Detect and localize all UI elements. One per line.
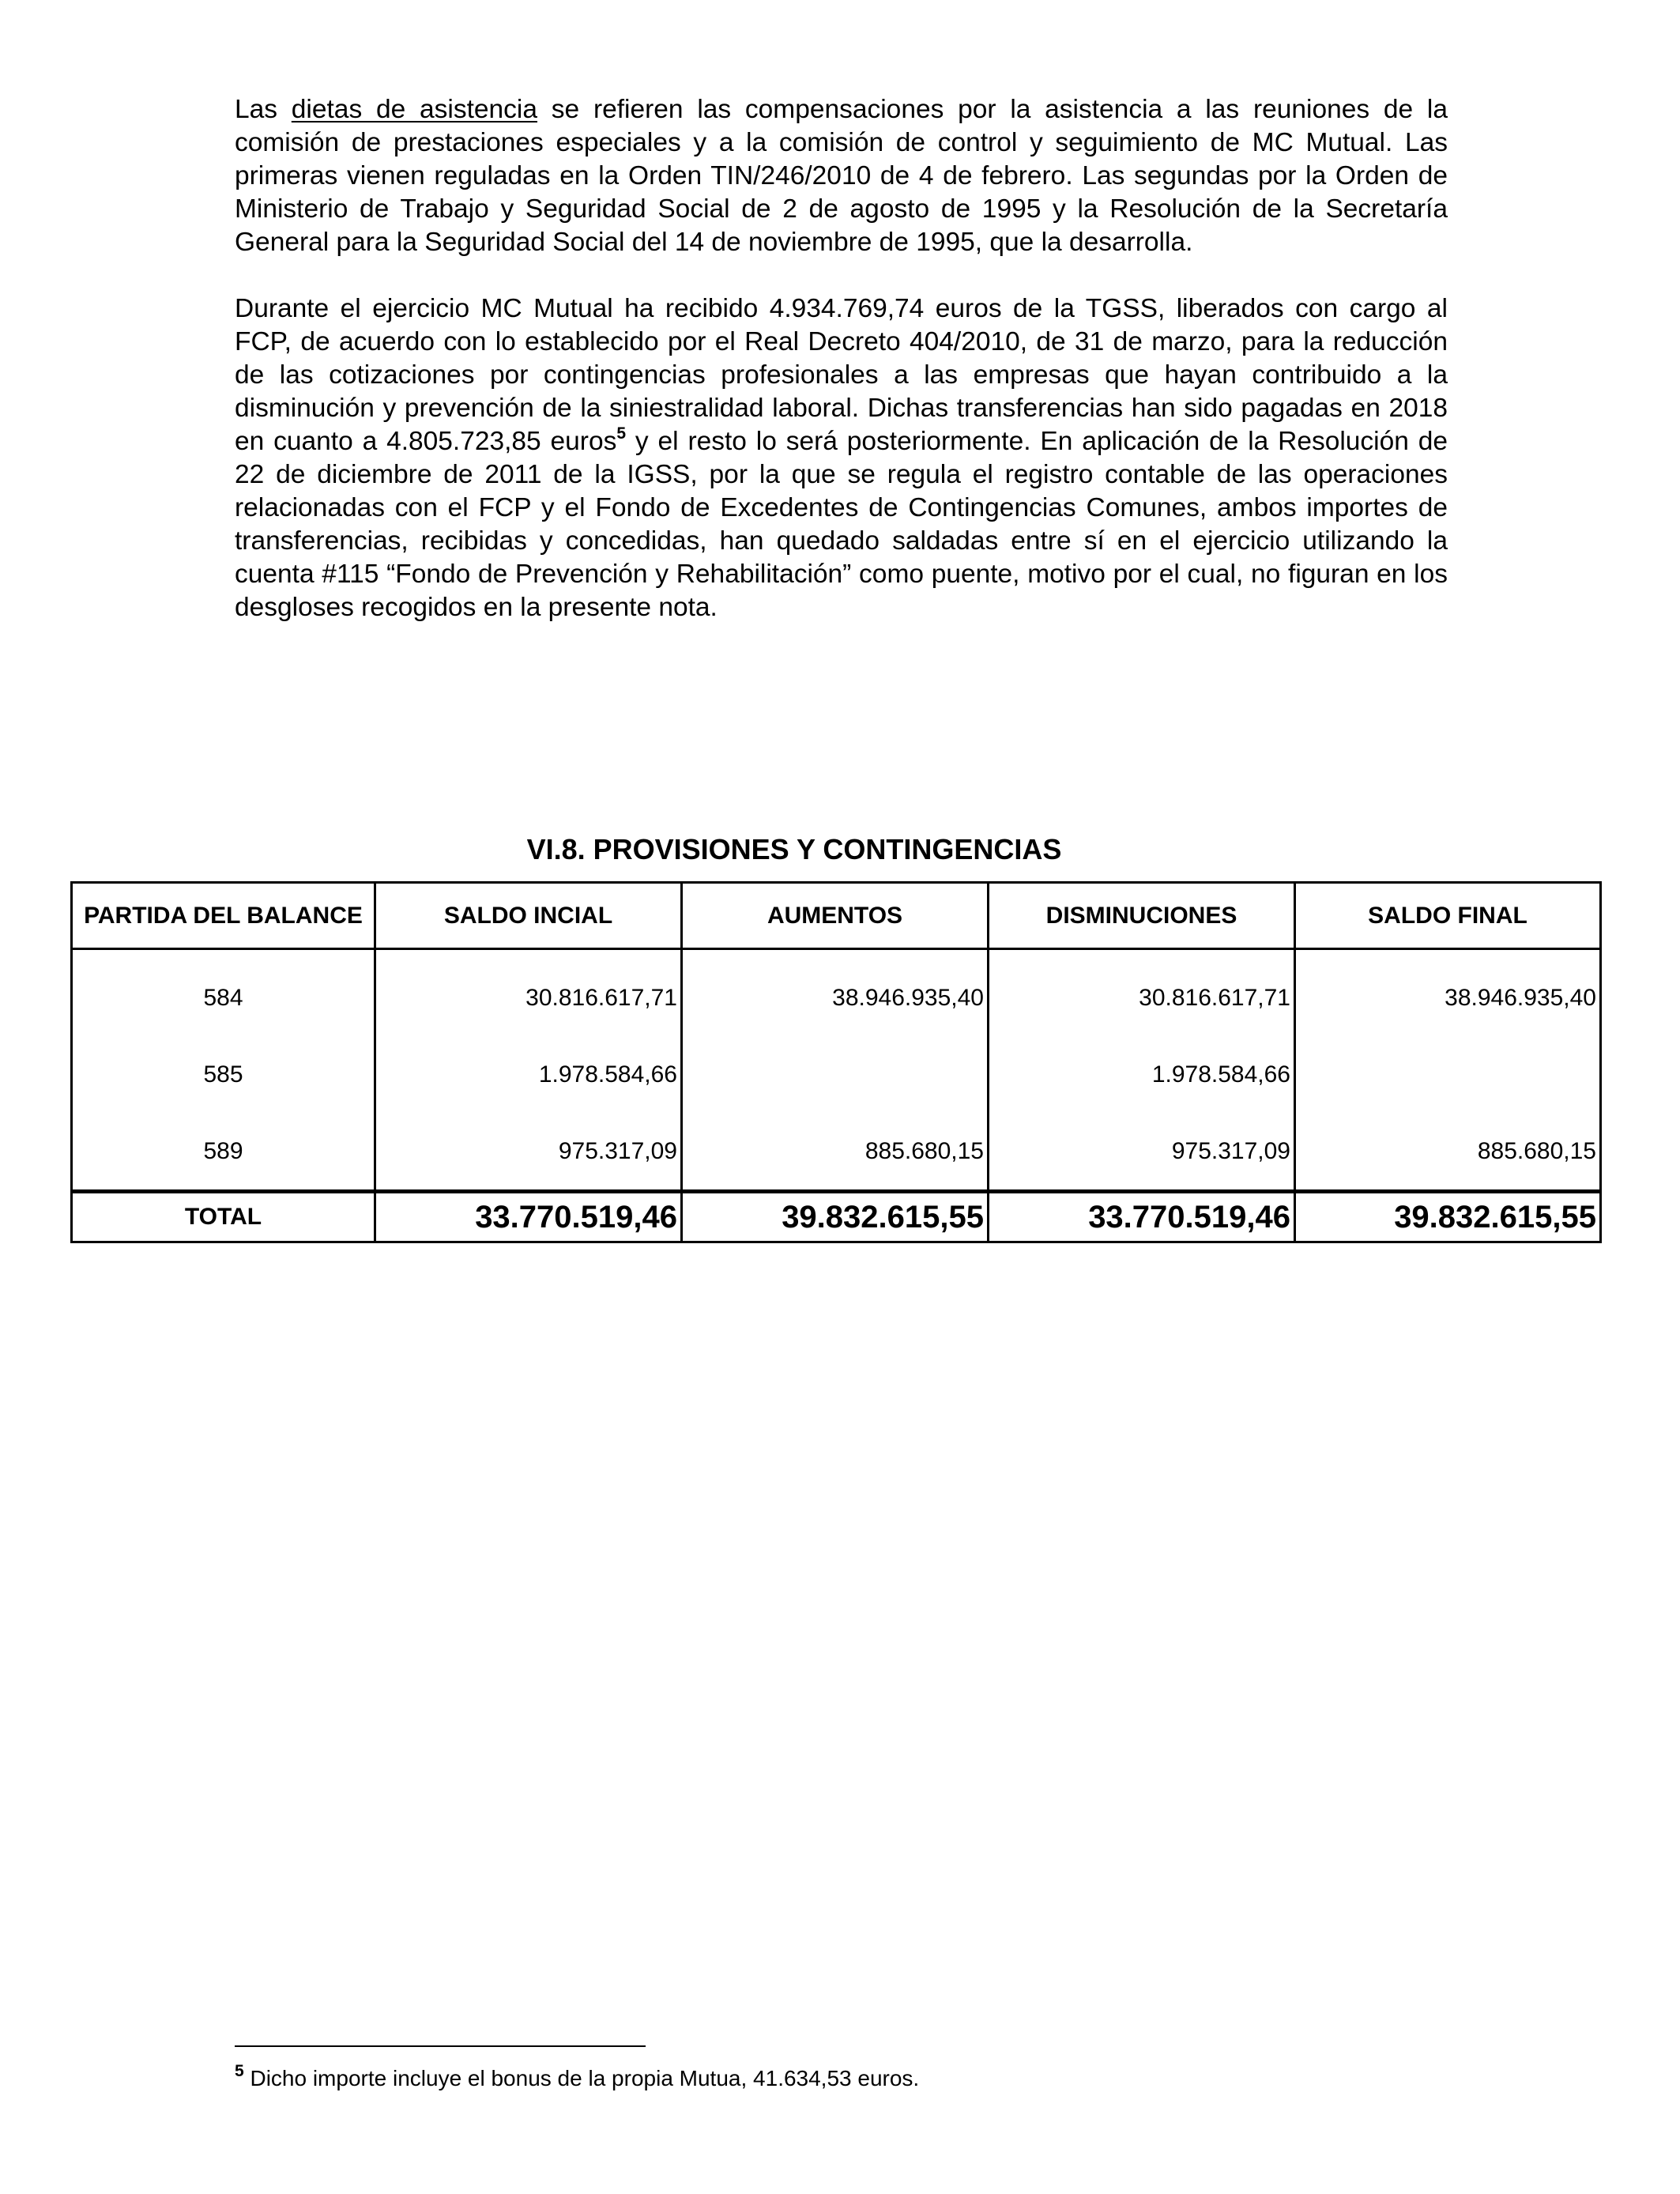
header-aumentos: AUMENTOS bbox=[682, 883, 989, 949]
cell-disminuciones: 30.816.617,71 bbox=[989, 949, 1295, 1037]
cell-partida: 585 bbox=[72, 1036, 375, 1113]
paragraph-rest: se refieren las compensaciones por la asistencia a las reuniones de la comisión de prestaciones especiales y a la comisión de control y seguimiento de MC Mutual. Las primeras vienen reguladas en la Orden TIN/246/2010 de 4 de febrero. Las segundas por la Orden de Ministerio de Trabajo y Seguridad Social de 2 de agosto de 1995 y la Resolución de la Secretaría General para la Seguridad Social del 14 de noviembre de 1995, que la desarrolla. bbox=[235, 95, 1448, 257]
cell-saldo-inicial: 1.978.584,66 bbox=[375, 1036, 682, 1113]
total-aumentos: 39.832.615,55 bbox=[682, 1193, 989, 1242]
footnote-text: Dicho importe incluye el bonus de la propia Mutua, 41.634,53 euros. bbox=[243, 2066, 920, 2090]
section-title: VI.8. PROVISIONES Y CONTINGENCIAS bbox=[526, 833, 1062, 865]
total-label: TOTAL bbox=[72, 1193, 375, 1242]
footnote-marker: 5 bbox=[235, 2062, 244, 2080]
cell-aumentos bbox=[682, 1036, 989, 1113]
header-saldo-final: SALDO FINAL bbox=[1295, 883, 1601, 949]
cell-saldo-final: 38.946.935,40 bbox=[1295, 949, 1601, 1037]
cell-saldo-final: 885.680,15 bbox=[1295, 1113, 1601, 1191]
table-header-row bbox=[72, 883, 1601, 949]
paragraph-text-before-note: Durante el ejercicio MC Mutual ha recibido 4.934.769,74 euros de la TGSS, liberados con cargo al FCP, de acuerdo con lo establecido por el Real Decreto 404/2010, de 31 de marzo, para la reducción de las cotizaciones por contingencias profesionales a las empresas que hayan contribuido a la disminución y prevención de la siniestralidad laboral. Dichas transferencias han sido pagadas en 2018 en cuanto a 4.805.723,85 euros bbox=[235, 294, 1448, 456]
paragraph-lead: Las bbox=[235, 95, 292, 124]
cell-partida: 589 bbox=[72, 1113, 375, 1191]
header-disminuciones: DISMINUCIONES bbox=[989, 883, 1295, 949]
cell-aumentos: 885.680,15 bbox=[682, 1113, 989, 1191]
cell-disminuciones: 1.978.584,66 bbox=[989, 1036, 1295, 1113]
table-row bbox=[72, 1036, 1601, 1113]
cell-partida: 584 bbox=[72, 949, 375, 1037]
header-saldo-inicial: SALDO INCIAL bbox=[375, 883, 682, 949]
footnote-divider bbox=[235, 2045, 646, 2047]
cell-aumentos: 38.946.935,40 bbox=[682, 949, 989, 1037]
footnote-reference: 5 bbox=[616, 424, 627, 443]
total-saldo-inicial: 33.770.519,46 bbox=[375, 1193, 682, 1242]
cell-disminuciones: 975.317,09 bbox=[989, 1113, 1295, 1191]
cell-saldo-final bbox=[1295, 1036, 1601, 1113]
provisions-table bbox=[70, 881, 1602, 1192]
underlined-term: dietas de asistencia bbox=[291, 95, 537, 124]
total-saldo-final: 39.832.615,55 bbox=[1295, 1193, 1601, 1242]
paragraph-dietas bbox=[235, 93, 1448, 259]
footnote bbox=[235, 2064, 919, 2093]
totals-table bbox=[70, 1191, 1602, 1243]
paragraph-fcp bbox=[235, 292, 1448, 624]
table-row bbox=[72, 1113, 1601, 1191]
cell-saldo-inicial: 30.816.617,71 bbox=[375, 949, 682, 1037]
total-disminuciones: 33.770.519,46 bbox=[989, 1193, 1295, 1242]
header-partida: PARTIDA DEL BALANCE bbox=[72, 883, 375, 949]
paragraph-text-after-note: y el resto lo será posteriormente. En aplicación de la Resolución de 22 de diciembre de 2011 de la IGSS, por la que se regula el registro contable de las operaciones relacionadas con el FCP y el Fondo de Excedentes de Contingencias Comunes, ambos importes de transferencias, recibidas y concedidas, han quedado saldadas entre sí en el ejercicio utilizando la cuenta #115 “Fondo de Prevención y Rehabilitación” como puente, motivo por el cual, no figuran en los desgloses recogidos en la presente nota. bbox=[235, 427, 1448, 622]
cell-saldo-inicial: 975.317,09 bbox=[375, 1113, 682, 1191]
table-row bbox=[72, 949, 1601, 1037]
total-row bbox=[72, 1193, 1601, 1242]
